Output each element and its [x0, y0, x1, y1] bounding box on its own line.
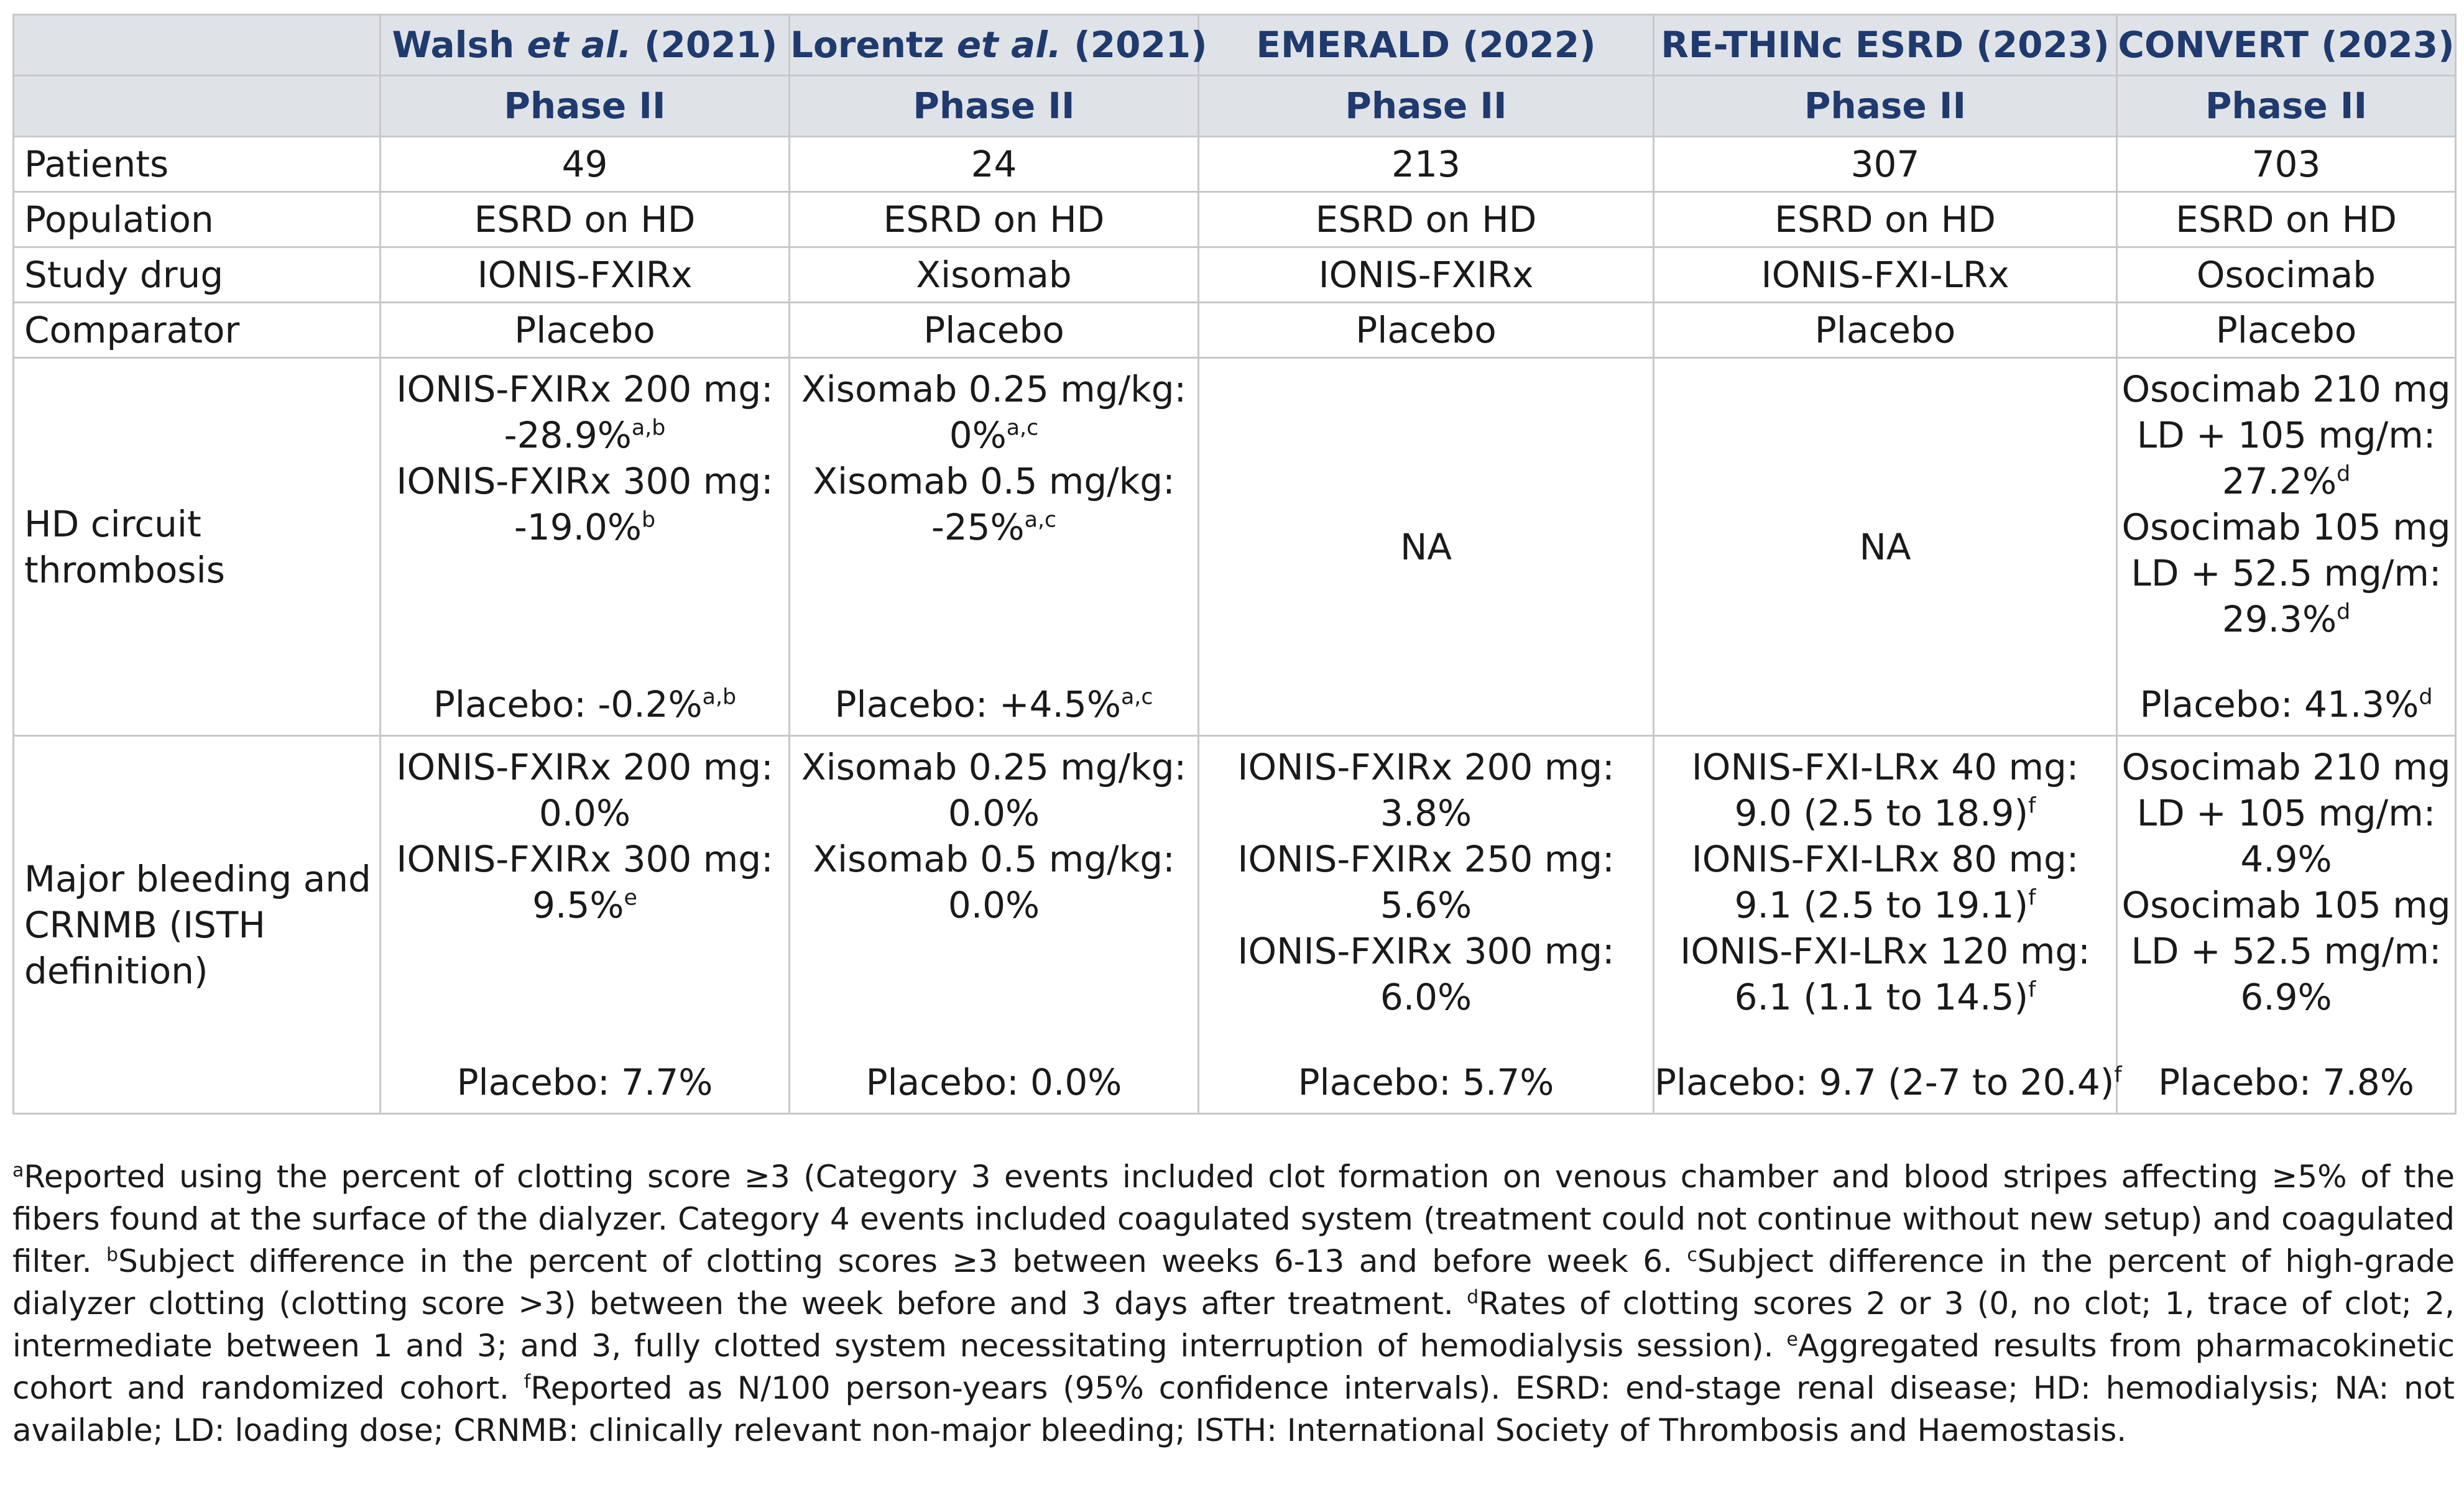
- header-row-study: [14, 15, 2456, 76]
- table-cell: IONIS-FXIRx 200 mg: 0.0% IONIS-FXIRx 300 mg: 9.5%$^e$ Placebo: 7.7%: [381, 736, 790, 1114]
- table-cell: 24: [790, 137, 1199, 192]
- table-cell: ESRD on HD: [1654, 192, 2117, 247]
- row-major-bleeding: [14, 736, 2456, 1114]
- table-cell: IONIS-FXIRx: [381, 247, 790, 303]
- table-cell: Xisomab 0.25 mg/kg: 0%$^{a,c}$ Xisomab 0.5 mg/kg: -25%$^{a,c}$ Placebo: +4.5%$^{a,c}$: [790, 358, 1199, 736]
- table-cell: Placebo: [381, 303, 790, 358]
- table-cell: ESRD on HD: [790, 192, 1199, 247]
- corner-cell: [14, 15, 381, 76]
- table-cell: 307: [1654, 137, 2117, 192]
- row-comparator: [14, 303, 2456, 358]
- table-cell: NA: [1199, 358, 1654, 736]
- header-row-phase: [14, 76, 2456, 137]
- row-label: Patients: [14, 137, 381, 192]
- table-cell: Xisomab: [790, 247, 1199, 303]
- row-label: Comparator: [14, 303, 381, 358]
- table-cell: ESRD on HD: [2117, 192, 2456, 247]
- phase-convert: Phase II: [2117, 76, 2456, 137]
- table-cell: 49: [381, 137, 790, 192]
- corner-cell-phase: [14, 76, 381, 137]
- table-cell: IONIS-FXIRx 200 mg: -28.9%$^{a,b}$ IONIS-FXIRx 300 mg: -19.0%$^b$ Placebo: -0.2%$^{a,b}$: [381, 358, 790, 736]
- phase-emerald: Phase II: [1199, 76, 1654, 137]
- table-cell: 213: [1199, 137, 1654, 192]
- table-cell: Osocimab: [2117, 247, 2456, 303]
- study-header-walsh: Walsh et al. (2021): [381, 15, 790, 76]
- table-cell: NA: [1654, 358, 2117, 736]
- table-cell: Placebo: [1199, 303, 1654, 358]
- row-label: Population: [14, 192, 381, 247]
- document: [12, 14, 2455, 1483]
- table-cell: Placebo: [790, 303, 1199, 358]
- study-header-convert: CONVERT (2023): [2117, 15, 2456, 76]
- row-hd-circuit-thrombosis: [14, 358, 2456, 736]
- phase-walsh: Phase II: [381, 76, 790, 137]
- table-cell: ESRD on HD: [1199, 192, 1654, 247]
- table-cell: Xisomab 0.25 mg/kg: 0.0% Xisomab 0.5 mg/kg: 0.0% Placebo: 0.0%: [790, 736, 1199, 1114]
- table-cell: Osocimab 210 mg LD + 105 mg/m: 27.2%$^d$ Osocimab 105 mg LD + 52.5 mg/m: 29.3%$^d$ Placebo: 41.3%$^d$: [2117, 358, 2456, 736]
- study-header-emerald: EMERALD (2022): [1199, 15, 1654, 76]
- row-label: Study drug: [14, 247, 381, 303]
- row-study-drug: [14, 247, 2456, 303]
- phase-lorentz: Phase II: [790, 76, 1199, 137]
- study-header-rethinc: RE-THINc ESRD (2023): [1654, 15, 2117, 76]
- table-cell: ESRD on HD: [381, 192, 790, 247]
- table-cell: 703: [2117, 137, 2456, 192]
- table-cell: IONIS-FXIRx 200 mg: 3.8% IONIS-FXIRx 250 mg: 5.6% IONIS-FXIRx 300 mg: 6.0% Placebo: 5.7%: [1199, 736, 1654, 1114]
- phase-rethinc: Phase II: [1654, 76, 2117, 137]
- table-cell: Placebo: [2117, 303, 2456, 358]
- study-header-lorentz: Lorentz et al. (2021): [790, 15, 1199, 76]
- row-label: HD circuit thrombosis: [14, 358, 381, 736]
- row-patients: [14, 137, 2456, 192]
- trials-table: [12, 14, 2457, 1115]
- table-cell: Placebo: [1654, 303, 2117, 358]
- table-footnotes: $^a$Reported using the percent of clotting score ≥3 (Category 3 events included clot formation on venous chamber and blood stripes affecting ≥5% of the fibers found at the surface of the dialyzer. Category 4 events included coagulated system (treatment could not continue without new setup) and coagulated filter. $^b$Subject difference in the percent of clotting scores ≥3 between weeks 6-13 and before week 6. $^c$Subject difference in the percent of high-grade dialyzer clotting (clotting score >3) between the week before and 3 days after treatment. $^d$Rates of clotting scores 2 or 3 (0, no clot; 1, trace of clot; 2, intermediate between 1 and 3; and 3, fully clotted system necessitating interruption of hemodialysis session). $^e$Aggregated results from pharmacokinetic cohort and randomized cohort. $^f$Reported as N/100 person-years (95% confidence intervals). ESRD: end-stage renal disease; HD: hemodialysis; NA: not available; LD: loading dose; CRNMB: clinically relevant non-major bleeding; ISTH: International Society of Thrombosis and Haemostasis.: [12, 1159, 2455, 1448]
- table-cell: IONIS-FXIRx: [1199, 247, 1654, 303]
- table-cell: IONIS-FXI-LRx 40 mg: 9.0 (2.5 to 18.9)$^f$ IONIS-FXI-LRx 80 mg: 9.1 (2.5 to 19.1)$^f$ IONIS-FXI-LRx 120 mg: 6.1 (1.1 to 14.5)$^f$ Placebo: 9.7 (2-7 to 20.4)$^f$: [1654, 736, 2117, 1114]
- table-cell: IONIS-FXI-LRx: [1654, 247, 2117, 303]
- row-population: [14, 192, 2456, 247]
- row-label: Major bleeding and CRNMB (ISTH definition): [14, 736, 381, 1114]
- table-cell: Osocimab 210 mg LD + 105 mg/m: 4.9% Osocimab 105 mg LD + 52.5 mg/m: 6.9% Placebo: 7.8%: [2117, 736, 2456, 1114]
